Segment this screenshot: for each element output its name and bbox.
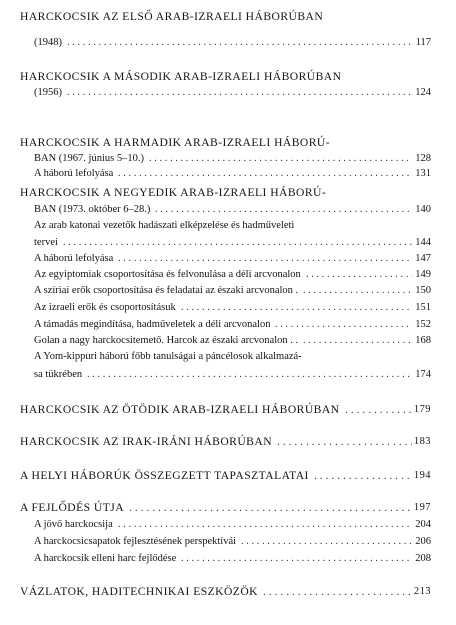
toc-entry: [0, 252, 456, 265]
toc-leader-dots: [129, 501, 412, 514]
toc-leader-dots: [67, 86, 412, 99]
toc-leader-dots: [118, 518, 412, 531]
toc-entry: [0, 219, 456, 232]
toc-page-number: 183: [413, 436, 431, 447]
toc-leader-dots: [87, 368, 412, 381]
toc-entry-title: A háború lefolyása: [34, 167, 116, 180]
toc-leader-dots: [306, 268, 412, 281]
toc-leader-dots: [241, 535, 412, 548]
toc-entry: [0, 368, 456, 381]
toc-entry: [0, 186, 456, 199]
toc-entry: [0, 36, 456, 49]
toc-entry-title: Az izraeli erők és csoportosításuk: [34, 301, 179, 314]
toc-page-number: 168: [415, 335, 431, 346]
toc-page-number: 174: [415, 369, 431, 380]
toc-leader-dots: [118, 167, 412, 180]
toc-page-number: 117: [415, 37, 431, 48]
toc-leader-dots: [63, 236, 412, 249]
toc-entry-title: VÁZLATOK, HADITECHNIKAI ESZKÖZÖK: [20, 585, 261, 598]
toc-entry-title: A jövő harckocsija: [34, 518, 116, 531]
toc-entry: [0, 136, 456, 149]
toc-entry: [0, 167, 456, 180]
toc-entry-title: Az arab katonai vezetők hadászati elképzelése és hadműveleti: [34, 219, 297, 232]
toc-entry-title: (1956): [34, 86, 65, 99]
toc-page-number: 147: [415, 253, 431, 264]
toc-leader-dots: [118, 252, 412, 265]
toc-leader-dots: [67, 36, 412, 49]
toc-leader-dots: [303, 334, 412, 347]
toc-page-number: 197: [413, 502, 431, 513]
toc-page-number: 140: [415, 204, 431, 215]
toc-leader-dots: [345, 403, 412, 416]
toc-entry: [0, 403, 456, 416]
toc-entry: [0, 70, 456, 83]
toc-entry: [0, 501, 456, 514]
toc-entry-title: Golan a nagy harckocsitemető. Harcok az északi arcvonalon . .: [34, 334, 301, 347]
toc-entry-title: A Yom-kippuri háború főbb tanulságai a páncélosok alkalmazá-: [34, 350, 305, 363]
toc-entry: [0, 318, 456, 331]
toc-entry-title: tervei: [34, 236, 61, 249]
toc-page-number: 152: [415, 319, 431, 330]
toc-entry: [0, 203, 456, 216]
toc-entry-title: HARCKOCSIK A NEGYEDIK ARAB-IZRAELI HÁBORÚ-: [20, 186, 329, 199]
toc-entry: [0, 301, 456, 314]
toc-leader-dots: [275, 318, 412, 331]
toc-entry-title: sa tükrében: [34, 368, 85, 381]
toc-entry: [0, 268, 456, 281]
toc-entry: [0, 236, 456, 249]
toc-entry: [0, 334, 456, 347]
toc-entry-title: BAN (1967. június 5–10.): [34, 152, 147, 165]
toc-entry: [0, 552, 456, 565]
toc-entry-title: HARCKOCSIK AZ ELSŐ ARAB-IZRAELI HÁBORÚBAN: [20, 10, 326, 23]
toc-entry-title: A háború lefolyása: [34, 252, 116, 265]
toc-leader-dots: [181, 301, 412, 314]
toc-page-number: 124: [415, 87, 431, 98]
toc-leader-dots: [303, 284, 412, 297]
toc-entry: [0, 535, 456, 548]
toc-entry: [0, 435, 456, 448]
toc-leader-dots: [263, 585, 412, 598]
toc-page-number: 131: [415, 168, 431, 179]
toc-page-number: 150: [415, 285, 431, 296]
toc-leader-dots: [149, 152, 412, 165]
toc-entry-title: A harckocsicsapatok fejlesztésének perspektívái: [34, 535, 239, 548]
toc-entry-title: A FEJLŐDÉS ÚTJA: [20, 501, 127, 514]
toc-entry: [0, 469, 456, 482]
toc-entry-title: HARCKOCSIK A MÁSODIK ARAB-IZRAELI HÁBORÚBAN: [20, 70, 344, 83]
toc-entry-title: HARCKOCSIK AZ ÖTÖDIK ARAB-IZRAELI HÁBORÚBAN: [20, 403, 343, 416]
toc-entry-title: A szíriai erők csoportosítása és feladatai az északi arcvonalon .: [34, 284, 301, 297]
toc-page-number: 194: [413, 470, 431, 481]
toc-entry-title: A harckocsik elleni harc fejlődése: [34, 552, 179, 565]
toc-entry-title: HARCKOCSIK AZ IRAK-IRÁNI HÁBORÚBAN: [20, 435, 275, 448]
toc-entry: [0, 152, 456, 165]
toc-page-number: 144: [415, 237, 431, 248]
toc-page-number: 206: [415, 536, 431, 547]
toc-entry-title: (1948): [34, 36, 65, 49]
toc-entry: [0, 284, 456, 297]
toc-entry-title: BAN (1973. október 6–28.): [34, 203, 153, 216]
toc-entry-title: A HELYI HÁBORÚK ÖSSZEGZETT TAPASZTALATAI: [20, 469, 312, 482]
toc-leader-dots: [314, 469, 412, 482]
toc-entry: [0, 350, 456, 363]
toc-page-number: 204: [415, 519, 431, 530]
toc-page-number: 179: [413, 404, 431, 415]
toc-entry: [0, 518, 456, 531]
toc-leader-dots: [277, 435, 412, 448]
toc-leader-dots: [181, 552, 412, 565]
toc-entry: [0, 10, 456, 23]
toc-entry-title: Az egyiptomiak csoportosítása és felvonulása a déli arcvonalon: [34, 268, 304, 281]
toc-page-number: 213: [413, 586, 431, 597]
toc-entry-title: A támadás megindítása, hadműveletek a déli arcvonalon: [34, 318, 273, 331]
toc-leader-dots: [155, 203, 412, 216]
toc-entry-title: HARCKOCSIK A HARMADIK ARAB-IZRAELI HÁBORÚ-: [20, 136, 333, 149]
toc-page-number: 128: [415, 153, 431, 164]
toc-entry: [0, 86, 456, 99]
toc-page-number: 208: [415, 553, 431, 564]
toc-entry: [0, 585, 456, 598]
toc-page-number: 151: [415, 302, 431, 313]
toc-page-number: 149: [415, 269, 431, 280]
